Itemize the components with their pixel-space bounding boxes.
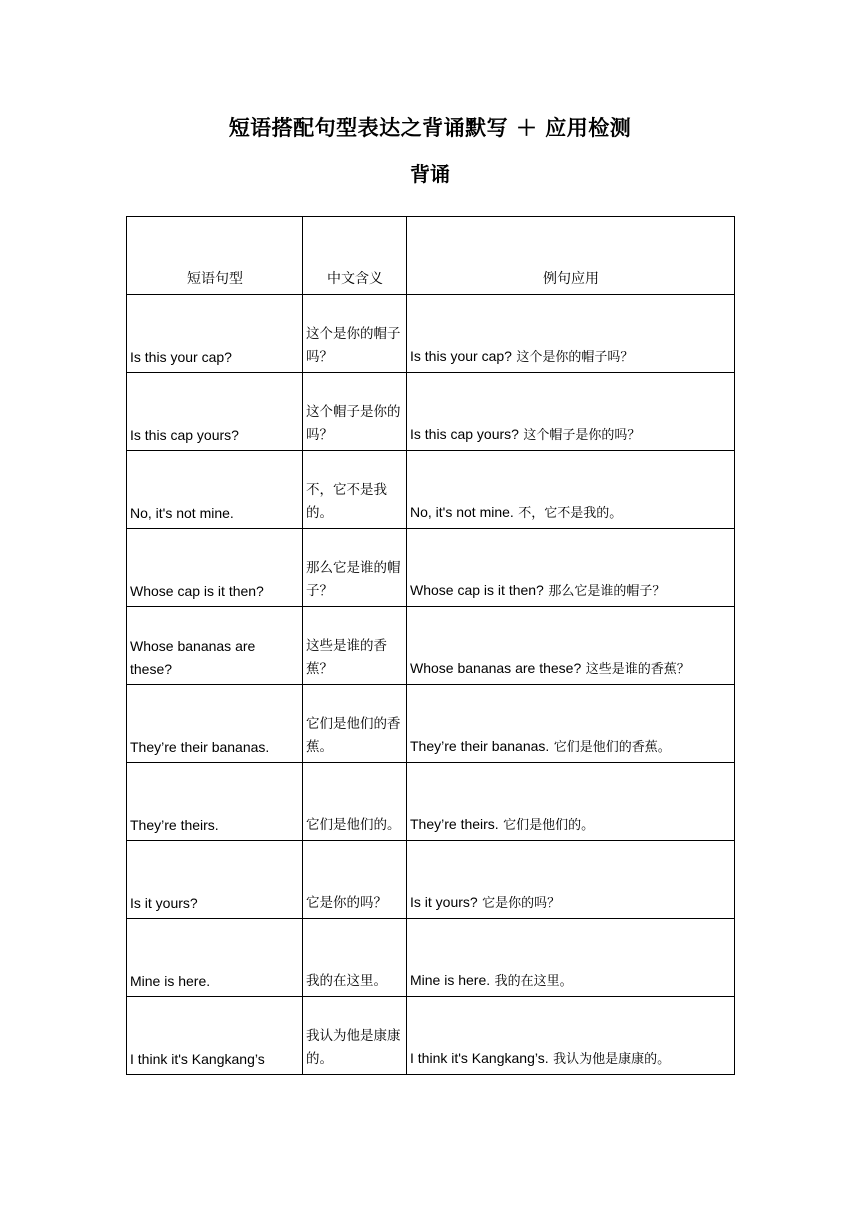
- table-row: [127, 607, 735, 685]
- example-cell: [407, 763, 735, 841]
- example-cell: [407, 529, 735, 607]
- meaning-cell: 我的在这里。: [303, 919, 407, 997]
- example-cell: [407, 607, 735, 685]
- table-row: [127, 997, 735, 1075]
- example-cn: 这个是你的帽子吗？: [516, 350, 634, 365]
- table-row: [127, 295, 735, 373]
- table-row: [127, 685, 735, 763]
- example-cell: [407, 919, 735, 997]
- meaning-cell: 它们是他们的。: [303, 763, 407, 841]
- phrase-cell: Is it yours?: [127, 841, 303, 919]
- meaning-cell: 它是你的吗？: [303, 841, 407, 919]
- example-en: No, it's not mine.: [410, 504, 514, 520]
- example-cell: [407, 295, 735, 373]
- phrase-cell: They’re theirs.: [127, 763, 303, 841]
- phrase-table: [126, 216, 735, 1075]
- example-en: Is it yours?: [410, 894, 478, 910]
- example-en: Is this cap yours?: [410, 426, 519, 442]
- example-cell: [407, 997, 735, 1075]
- phrase-cell: Whose cap is it then?: [127, 529, 303, 607]
- example-en: I think it's Kangkang’s.: [410, 1050, 549, 1066]
- page-subtitle: 背诵: [410, 162, 450, 186]
- example-cn: 不，它不是我的。: [518, 506, 623, 521]
- table-row: [127, 763, 735, 841]
- meaning-cell: 我认为他是康康的。: [303, 997, 407, 1075]
- example-en: Mine is here.: [410, 972, 491, 988]
- page-title: 短语搭配句型表达之背诵默写 ＋ 应用检测: [228, 116, 632, 140]
- meaning-cell: 那么它是谁的帽子？: [303, 529, 407, 607]
- example-cn: 那么它是谁的帽子？: [548, 584, 666, 599]
- phrase-cell: No, it's not mine.: [127, 451, 303, 529]
- example-en: They’re their bananas.: [410, 738, 550, 754]
- meaning-cell: 它们是他们的香蕉。: [303, 685, 407, 763]
- example-en: Whose cap is it then?: [410, 582, 544, 598]
- example-cn: 我的在这里。: [494, 974, 573, 989]
- example-en: They’re theirs.: [410, 816, 499, 832]
- example-cn: 它们是他们的香蕉。: [553, 740, 671, 755]
- phrase-cell: I think it's Kangkang’s: [127, 997, 303, 1075]
- phrase-cell: Is this your cap?: [127, 295, 303, 373]
- meaning-cell: 这些是谁的香蕉？: [303, 607, 407, 685]
- example-en: Whose bananas are these?: [410, 660, 582, 676]
- table-row: [127, 919, 735, 997]
- phrase-cell: Whose bananas are these?: [127, 607, 303, 685]
- example-cell: [407, 841, 735, 919]
- example-cn: 这个帽子是你的吗？: [523, 428, 641, 443]
- phrase-cell: They’re their bananas.: [127, 685, 303, 763]
- phrase-cell: Is this cap yours?: [127, 373, 303, 451]
- example-cn: 这些是谁的香蕉？: [585, 662, 690, 677]
- meaning-cell: 不，它不是我的。: [303, 451, 407, 529]
- header-meaning: 中文含义: [303, 217, 407, 295]
- example-cn: 我认为他是康康的。: [553, 1052, 671, 1067]
- example-cell: [407, 373, 735, 451]
- example-cn: 它们是他们的。: [503, 818, 595, 833]
- phrase-cell: Mine is here.: [127, 919, 303, 997]
- table-row: [127, 841, 735, 919]
- header-example: 例句应用: [407, 217, 735, 295]
- example-en: Is this your cap?: [410, 348, 512, 364]
- table-header-row: [127, 217, 735, 295]
- table-row: [127, 529, 735, 607]
- meaning-cell: 这个是你的帽子吗？: [303, 295, 407, 373]
- example-cn: 它是你的吗？: [482, 896, 561, 911]
- header-phrase: 短语句型: [127, 217, 303, 295]
- table-row: [127, 373, 735, 451]
- meaning-cell: 这个帽子是你的吗？: [303, 373, 407, 451]
- table-row: [127, 451, 735, 529]
- example-cell: [407, 451, 735, 529]
- example-cell: [407, 685, 735, 763]
